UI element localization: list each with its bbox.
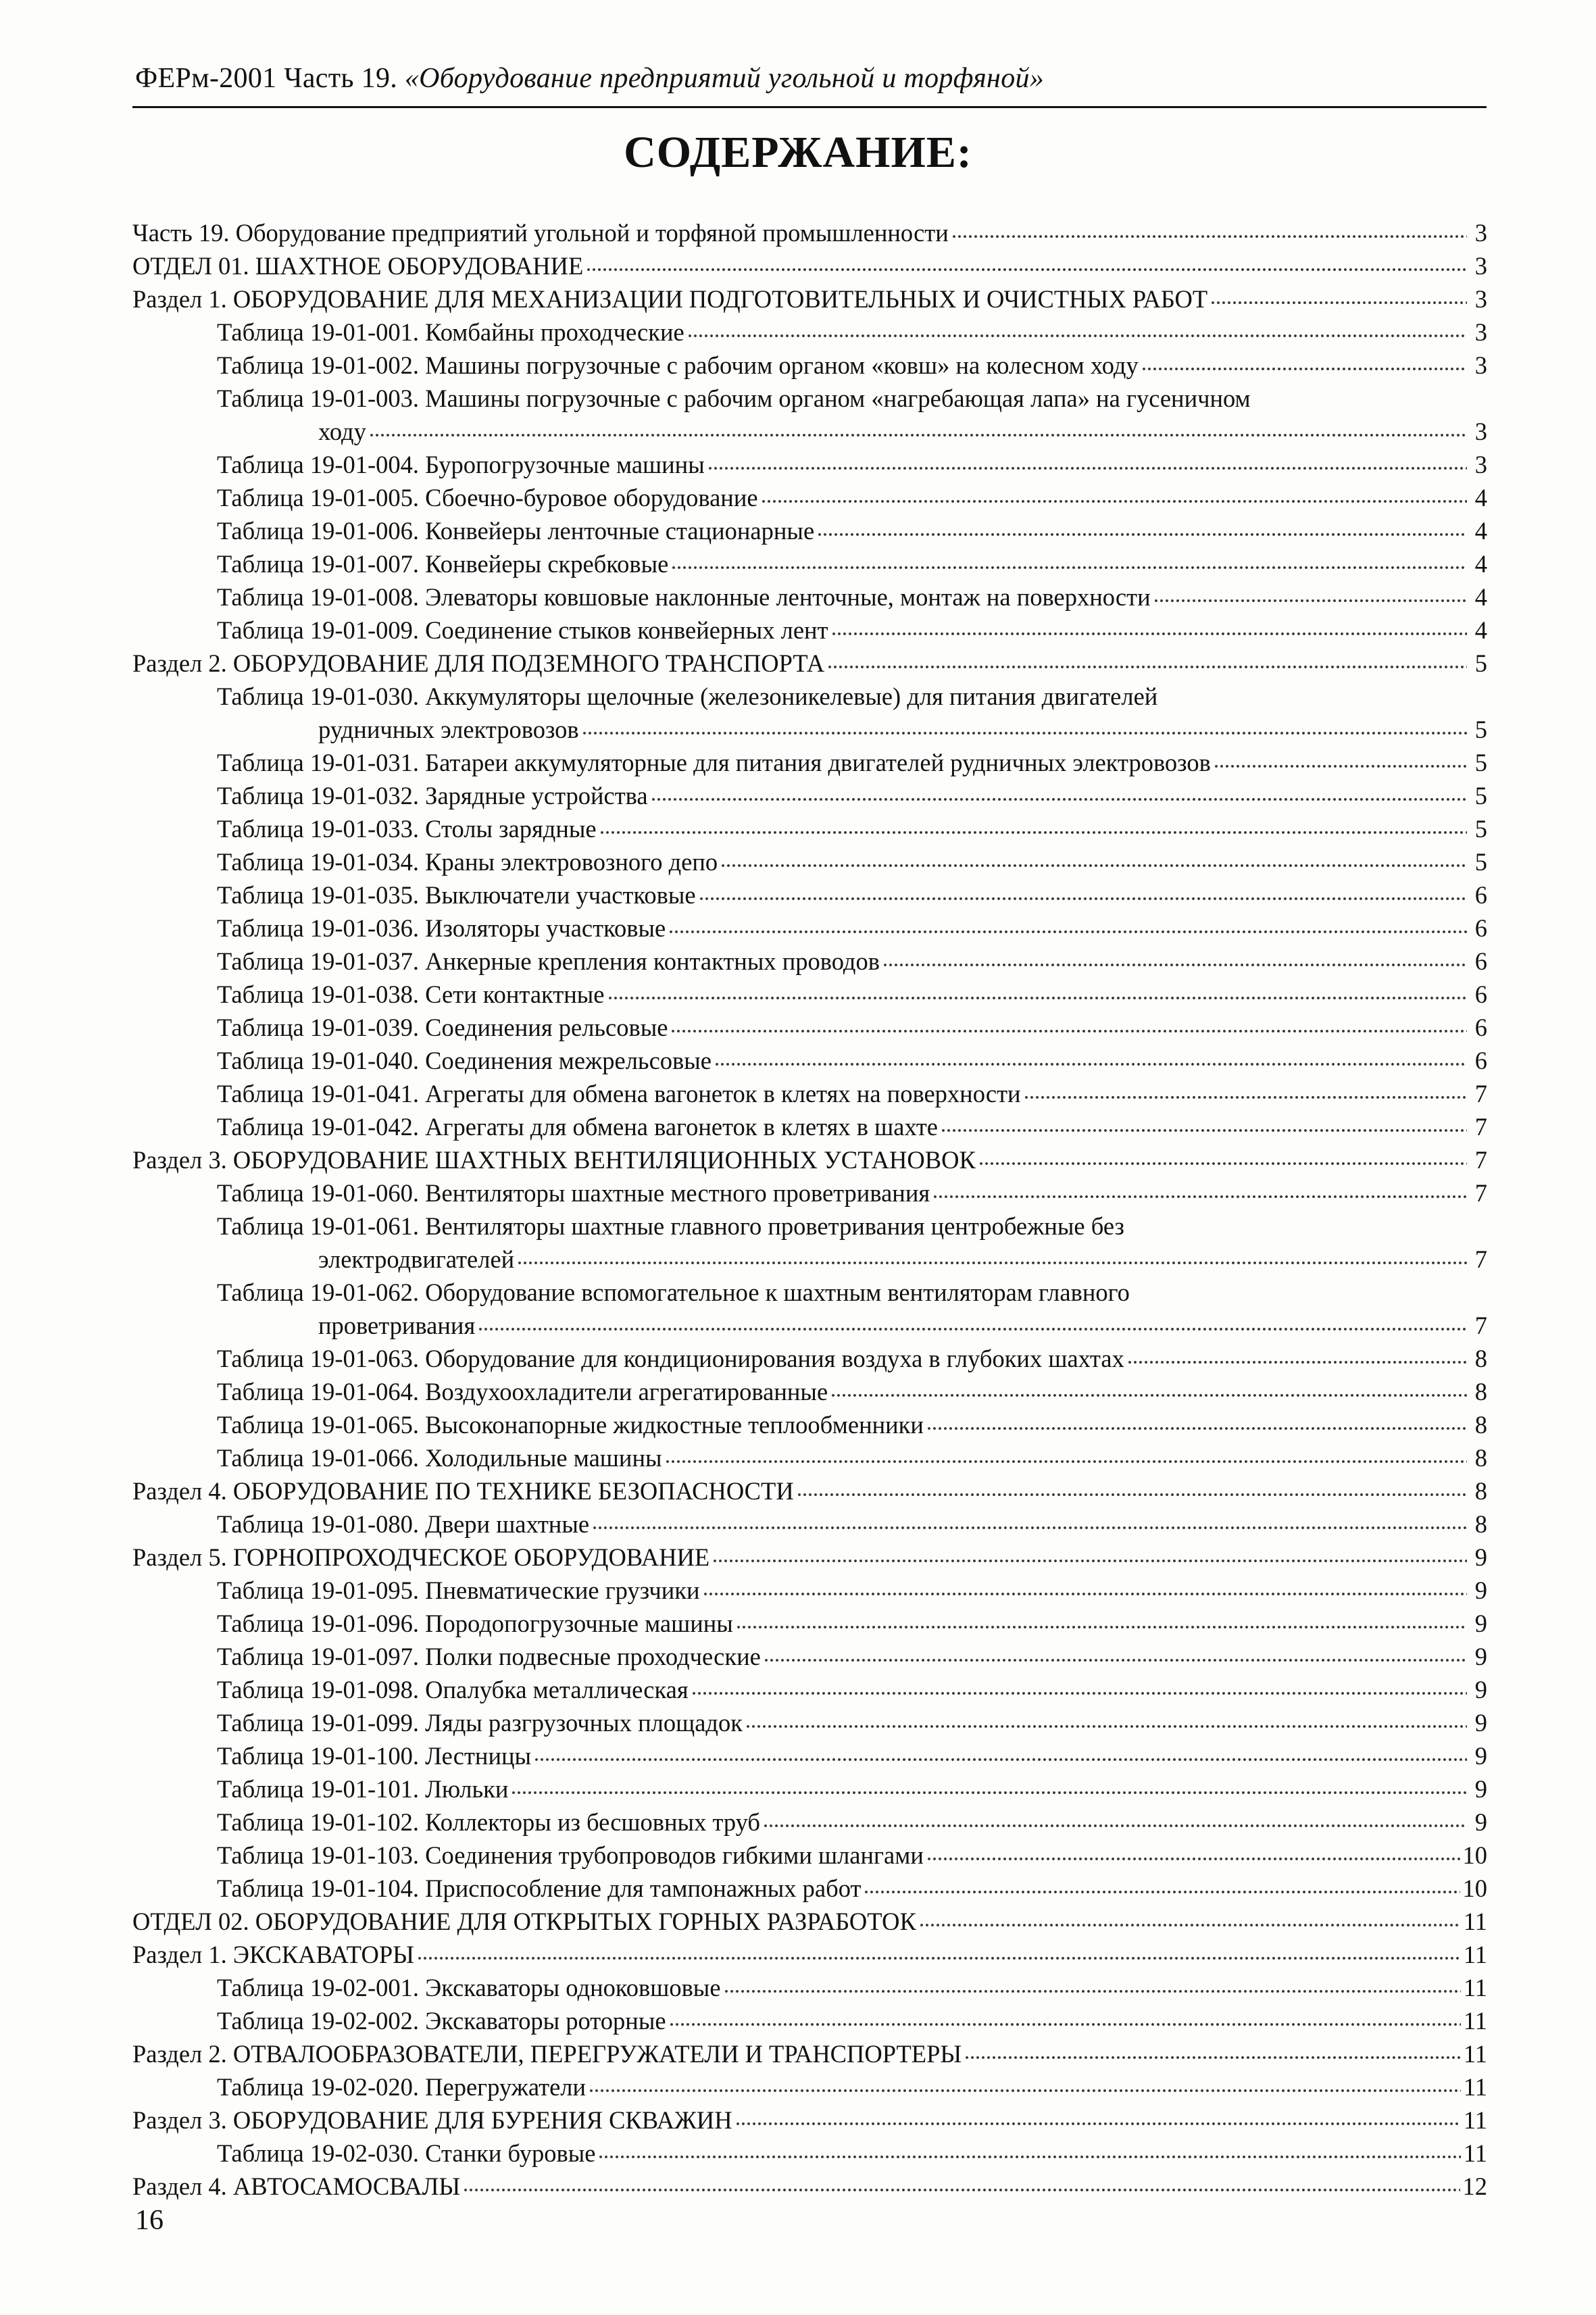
toc-entry-row — [217, 1574, 1487, 1607]
toc-entry-row — [217, 1872, 1487, 1905]
toc-entry-page: 8 — [1474, 1411, 1487, 1439]
toc-entry-row — [217, 1640, 1487, 1673]
dot-leader — [941, 1111, 1467, 1135]
toc-entry — [132, 547, 1487, 580]
toc-entry — [132, 1077, 1487, 1110]
toc-entry-page: 6 — [1474, 980, 1487, 1008]
dot-leader — [745, 1707, 1467, 1731]
toc-entry-text: Таблица 19-01-033. Столы зарядные — [217, 815, 597, 843]
toc-entry-row — [217, 746, 1487, 779]
toc-entry-text: Раздел 3. ОБОРУДОВАНИЕ ДЛЯ БУРЕНИЯ СКВАЖИН — [132, 2106, 732, 2134]
toc-entry-row — [132, 1905, 1487, 1938]
toc-entry-text: Таблица 19-01-005. Сбоечно-буровое оборудование — [217, 484, 758, 512]
toc-entry — [132, 1276, 1487, 1342]
toc-entry-page: 7 — [1474, 1113, 1487, 1141]
toc-entry-text: Таблица 19-01-032. Зарядные устройства — [217, 782, 648, 810]
dot-leader — [671, 548, 1467, 572]
toc-entry-row — [217, 481, 1487, 514]
toc-entry-text: Раздел 1. ОБОРУДОВАНИЕ ДЛЯ МЕХАНИЗАЦИИ ПОДГОТОВИТЕЛЬНЫХ И ОЧИСТНЫХ РАБОТ — [132, 285, 1208, 313]
toc-entry-page: 3 — [1474, 252, 1487, 280]
toc-entry-page: 11 — [1463, 1941, 1487, 1968]
toc-entry — [132, 349, 1487, 382]
toc-entry — [132, 2104, 1487, 2137]
page-title: СОДЕРЖАНИЕ: — [624, 128, 972, 177]
dot-leader — [478, 1310, 1467, 1334]
toc-entry-row — [132, 647, 1487, 680]
toc-entry-page: 7 — [1474, 1179, 1487, 1207]
toc-entry — [132, 1408, 1487, 1441]
toc-entry — [132, 1706, 1487, 1739]
toc-entry — [132, 1872, 1487, 1905]
dot-leader — [882, 945, 1467, 970]
toc-entry-page: 11 — [1463, 2040, 1487, 2068]
dot-leader — [582, 714, 1467, 738]
running-header — [135, 62, 1044, 95]
toc-entry-text: Таблица 19-01-002. Машины погрузочные с рабочим органом «ковш» на колесном ходу — [217, 351, 1139, 379]
toc-entry — [132, 647, 1487, 680]
dot-leader — [687, 316, 1467, 341]
toc-entry-text: Таблица 19-01-031. Батареи аккумуляторные для питания двигателей рудничных электровозов — [217, 749, 1211, 776]
toc-entry-text: Таблица 19-01-080. Двери шахтные — [217, 1510, 590, 1538]
dot-leader — [736, 1608, 1467, 1632]
toc-entry — [132, 812, 1487, 845]
toc-entry-row — [217, 2070, 1487, 2104]
toc-entry — [132, 1176, 1487, 1210]
toc-entry-text: Раздел 5. ГОРНОПРОХОДЧЕСКОЕ ОБОРУДОВАНИЕ — [132, 1543, 710, 1571]
toc-entry — [132, 1607, 1487, 1640]
toc-entry-text: Таблица 19-01-001. Комбайны проходческие — [217, 318, 684, 346]
toc-entry-row — [217, 448, 1487, 481]
toc-entry-page: 3 — [1474, 351, 1487, 379]
toc-entry — [132, 2137, 1487, 2170]
dot-leader — [703, 1574, 1467, 1599]
dot-leader — [964, 2038, 1461, 2062]
toc-entry-page: 5 — [1474, 782, 1487, 810]
toc-entry-row — [217, 1508, 1487, 1541]
toc-entry-row — [217, 1408, 1487, 1441]
toc-entry-row — [217, 547, 1487, 580]
toc-entry-page: 3 — [1474, 418, 1487, 445]
header-prefix: ФЕРм-2001 Часть 19. — [135, 63, 405, 94]
toc-entry-page: 9 — [1474, 1709, 1487, 1737]
toc-entry-page: 9 — [1474, 1643, 1487, 1670]
toc-entry-text: Таблица 19-01-036. Изоляторы участковые — [217, 914, 666, 942]
toc-entry-continuation: ходу — [318, 418, 366, 445]
toc-entry-row — [132, 216, 1487, 249]
toc-entry — [132, 1474, 1487, 1508]
toc-entry-row — [217, 1375, 1487, 1408]
toc-entry-text: Раздел 1. ЭКСКАВАТОРЫ — [132, 1941, 414, 1968]
toc-entry-text: Таблица 19-01-096. Породопогрузочные машины — [217, 1610, 733, 1637]
dot-leader — [534, 1740, 1467, 1764]
toc-entry-text: Таблица 19-01-102. Коллекторы из бесшовных труб — [217, 1808, 760, 1836]
toc-entry — [132, 1143, 1487, 1176]
toc-entry-continuation: проветривания — [318, 1312, 476, 1339]
toc-entry-text: Таблица 19-01-065. Высоконапорные жидкостные теплообменники — [217, 1411, 924, 1439]
toc-entry-row — [217, 614, 1487, 647]
toc-entry-page: 4 — [1474, 583, 1487, 611]
dot-leader — [598, 2137, 1460, 2162]
toc-entry-row — [217, 878, 1487, 912]
toc-entry-text: Таблица 19-01-003. Машины погрузочные с рабочим органом «нагребающая лапа» на гусеничном — [217, 384, 1251, 412]
dot-leader — [670, 1012, 1467, 1036]
toc-entry-row — [217, 779, 1487, 812]
toc-entry-row — [217, 945, 1487, 978]
toc-entry — [132, 1772, 1487, 1806]
dot-leader — [691, 1674, 1467, 1698]
toc-entry-text: Таблица 19-01-040. Соединения межрельсовые — [217, 1047, 712, 1074]
toc-entry — [132, 1011, 1487, 1044]
toc-entry — [132, 1640, 1487, 1673]
toc-entry-row — [217, 1839, 1487, 1872]
dot-leader — [699, 879, 1467, 903]
toc-entry-text: Таблица 19-01-097. Полки подвесные проходческие — [217, 1643, 761, 1670]
toc-entry — [132, 978, 1487, 1011]
dot-leader — [724, 1972, 1461, 1996]
toc-entry-page: 8 — [1474, 1477, 1487, 1505]
toc-entry-row — [217, 1243, 1487, 1276]
toc-entry — [132, 2170, 1487, 2203]
toc-entry — [132, 1441, 1487, 1474]
toc-entry-page: 10 — [1462, 1841, 1487, 1869]
toc-entry — [132, 2070, 1487, 2104]
dot-leader — [1127, 1343, 1467, 1367]
toc-entry-text: Часть 19. Оборудование предприятий угольной и торфяной промышленности — [132, 219, 949, 247]
toc-entry-continuation: электродвигателей — [318, 1245, 515, 1273]
toc-entry-row — [132, 249, 1487, 282]
toc-entry-page: 6 — [1474, 914, 1487, 942]
toc-entry-row — [217, 2004, 1487, 2037]
toc-entry-page: 8 — [1474, 1510, 1487, 1538]
toc-entry-text: Таблица 19-01-039. Соединения рельсовые — [217, 1014, 668, 1041]
toc-entry-row — [217, 1176, 1487, 1210]
toc-entry-row — [217, 514, 1487, 547]
toc-entry-page: 7 — [1474, 1245, 1487, 1273]
toc-entry-page: 9 — [1474, 1610, 1487, 1637]
toc-entry-text: Раздел 4. АВТОСАМОСВАЛЫ — [132, 2172, 461, 2200]
toc-entry-row — [217, 580, 1487, 614]
dot-leader — [589, 2071, 1461, 2095]
dot-leader — [763, 1806, 1467, 1831]
toc-entry-text: Таблица 19-01-104. Приспособление для тампонажных работ — [217, 1874, 862, 1902]
dot-leader — [926, 1409, 1467, 1433]
dot-leader — [599, 813, 1467, 837]
toc-entry-text: Таблица 19-01-009. Соединение стыков конвейерных лент — [217, 616, 828, 644]
toc-entry-page: 8 — [1474, 1378, 1487, 1405]
toc-entry-page: 6 — [1474, 1047, 1487, 1074]
dot-leader — [1141, 349, 1467, 374]
toc-entry-row — [217, 1806, 1487, 1839]
toc-entry-row — [217, 349, 1487, 382]
dot-leader — [607, 978, 1468, 1003]
toc-entry-page: 6 — [1474, 1014, 1487, 1041]
toc-entry — [132, 1541, 1487, 1574]
toc-entry-row — [132, 2104, 1487, 2137]
toc-entry — [132, 680, 1487, 746]
dot-leader — [951, 217, 1467, 241]
toc-entry-text: Таблица 19-01-099. Ляды разгрузочных площадок — [217, 1709, 743, 1737]
toc-entry-row — [217, 1706, 1487, 1739]
toc-entry — [132, 1971, 1487, 2004]
toc-entry-text: Таблица 19-02-001. Экскаваторы одноковшовые — [217, 1974, 721, 2001]
toc-entry-text: Таблица 19-01-060. Вентиляторы шахтные местного проветривания — [217, 1179, 930, 1207]
toc-entry — [132, 481, 1487, 514]
toc-entry-row — [132, 1474, 1487, 1508]
toc-entry — [132, 746, 1487, 779]
toc-entry-row — [217, 912, 1487, 945]
dot-leader — [712, 1541, 1467, 1566]
dot-leader — [1024, 1078, 1467, 1102]
toc-entry-text: Таблица 19-02-020. Перегружатели — [217, 2073, 587, 2101]
toc-entry-page: 3 — [1474, 451, 1487, 478]
toc-entry-page: 7 — [1474, 1312, 1487, 1339]
toc-entry-text: Таблица 19-01-008. Элеваторы ковшовые наклонные ленточные, монтаж на поверхности — [217, 583, 1151, 611]
header-italic: «Оборудование предприятий угольной и торфяной» — [404, 63, 1045, 94]
dot-leader — [592, 1508, 1467, 1533]
toc-entry-row — [217, 1044, 1487, 1077]
toc-entry — [132, 1806, 1487, 1839]
toc-entry-page: 5 — [1474, 815, 1487, 843]
toc-entry-text: ОТДЕЛ 01. ШАХТНОЕ ОБОРУДОВАНИЕ — [132, 252, 584, 280]
dot-leader — [764, 1641, 1467, 1665]
page-number: 16 — [135, 2205, 164, 2236]
toc-entry-text: Раздел 2. ОБОРУДОВАНИЕ ДЛЯ ПОДЗЕМНОГО ТРАНСПОРТА — [132, 649, 825, 677]
toc-entry-row — [217, 1441, 1487, 1474]
toc-entry-page: 11 — [1463, 2106, 1487, 2134]
toc-entry-row — [217, 845, 1487, 878]
toc-entry-row — [217, 1011, 1487, 1044]
toc-entry-text: Таблица 19-01-006. Конвейеры ленточные стационарные — [217, 517, 815, 545]
toc-entry-text: Таблица 19-01-034. Краны электровозного депо — [217, 848, 718, 876]
toc-entry — [132, 580, 1487, 614]
dot-leader — [669, 2005, 1461, 2029]
toc-entry-page: 3 — [1474, 219, 1487, 247]
toc-entry-row — [217, 1077, 1487, 1110]
toc-entry — [132, 912, 1487, 945]
dot-leader — [707, 449, 1467, 473]
dot-leader — [817, 515, 1467, 539]
toc-entry-page: 9 — [1474, 1808, 1487, 1836]
toc-entry — [132, 1739, 1487, 1772]
toc-entry-page: 8 — [1474, 1345, 1487, 1372]
toc-entry — [132, 514, 1487, 547]
toc-entry — [132, 1839, 1487, 1872]
dot-leader — [761, 482, 1467, 506]
toc-entry-row — [132, 1143, 1487, 1176]
toc-entry-page: 12 — [1462, 2172, 1487, 2200]
toc-entry — [132, 1673, 1487, 1706]
toc-entry-row — [217, 1309, 1487, 1342]
toc-entry-page: 6 — [1474, 947, 1487, 975]
toc-entry — [132, 1905, 1487, 1938]
dot-leader — [1153, 581, 1467, 605]
dot-leader — [668, 912, 1467, 937]
dot-leader — [517, 1243, 1467, 1268]
dot-leader — [665, 1442, 1468, 1466]
toc-entry-text: Таблица 19-01-061. Вентиляторы шахтные главного проветривания центробежные без — [217, 1212, 1124, 1240]
toc-entry-text: Таблица 19-01-037. Анкерные крепления контактных проводов — [217, 947, 880, 975]
toc-entry-row — [217, 1739, 1487, 1772]
toc-entry-page: 10 — [1462, 1874, 1487, 1902]
toc-entry-page: 3 — [1474, 318, 1487, 346]
table-of-contents — [132, 216, 1487, 2203]
dot-leader — [926, 1839, 1460, 1864]
toc-entry-text: Раздел 3. ОБОРУДОВАНИЕ ШАХТНЫХ ВЕНТИЛЯЦИОННЫХ УСТАНОВОК — [132, 1146, 976, 1174]
dot-leader — [831, 614, 1467, 639]
toc-entry-text: Таблица 19-01-064. Воздухоохладители агрегатированные — [217, 1378, 828, 1405]
dot-leader — [864, 1872, 1460, 1897]
toc-entry — [132, 845, 1487, 878]
toc-entry-page: 3 — [1474, 285, 1487, 313]
toc-entry-row — [217, 1342, 1487, 1375]
toc-entry-page: 9 — [1474, 1742, 1487, 1770]
toc-entry-page: 9 — [1474, 1676, 1487, 1703]
dot-leader — [932, 1177, 1467, 1201]
toc-entry-row — [217, 1110, 1487, 1143]
toc-entry — [132, 1938, 1487, 1971]
toc-entry-text: Раздел 2. ОТВАЛООБРАЗОВАТЕЛИ, ПЕРЕГРУЖАТЕЛИ И ТРАНСПОРТЕРЫ — [132, 2040, 962, 2068]
toc-entry-text: ОТДЕЛ 02. ОБОРУДОВАНИЕ ДЛЯ ОТКРЫТЫХ ГОРНЫХ РАЗРАБОТОК — [132, 1908, 916, 1935]
dot-leader — [1214, 747, 1467, 771]
toc-entry-text: Таблица 19-01-095. Пневматические грузчики — [217, 1576, 700, 1604]
toc-entry-row — [132, 1938, 1487, 1971]
toc-entry-page: 4 — [1474, 616, 1487, 644]
toc-entry-row — [132, 1541, 1487, 1574]
toc-entry-text: Таблица 19-01-098. Опалубка металлическая — [217, 1676, 689, 1703]
toc-entry-text: Таблица 19-01-042. Агрегаты для обмена вагонеток в клетях в шахте — [217, 1113, 938, 1141]
toc-entry-continuation: рудничных электровозов — [318, 716, 579, 743]
toc-entry-page: 8 — [1474, 1444, 1487, 1472]
toc-entry-page: 9 — [1474, 1576, 1487, 1604]
toc-entry-page: 7 — [1474, 1146, 1487, 1174]
dot-leader — [463, 2170, 1460, 2195]
toc-entry-text: Таблица 19-01-038. Сети контактные — [217, 980, 605, 1008]
toc-entry-text: Таблица 19-01-063. Оборудование для кондиционирования воздуха в глубоких шахтах — [217, 1345, 1124, 1372]
toc-entry-text: Таблица 19-02-002. Экскаваторы роторные — [217, 2007, 666, 2035]
toc-entry — [132, 1044, 1487, 1077]
toc-entry-text: Таблица 19-01-103. Соединения трубопроводов гибкими шлангами — [217, 1841, 924, 1869]
toc-entry-text: Таблица 19-02-030. Станки буровые — [217, 2139, 596, 2167]
toc-entry-text: Таблица 19-01-007. Конвейеры скребковые — [217, 550, 669, 578]
toc-entry-page: 5 — [1474, 716, 1487, 743]
toc-entry-page: 11 — [1463, 2073, 1487, 2101]
toc-entry-row — [217, 1673, 1487, 1706]
toc-entry — [132, 779, 1487, 812]
dot-leader — [978, 1144, 1467, 1168]
toc-entry-page: 5 — [1474, 749, 1487, 776]
toc-entry-page: 6 — [1474, 881, 1487, 909]
dot-leader — [830, 1376, 1467, 1400]
toc-entry — [132, 945, 1487, 978]
toc-entry-page: 11 — [1463, 1974, 1487, 2001]
toc-entry-page: 7 — [1474, 1080, 1487, 1107]
toc-entry-page: 9 — [1474, 1775, 1487, 1803]
toc-entry-row — [132, 2037, 1487, 2070]
dot-leader — [586, 250, 1467, 274]
toc-entry — [132, 282, 1487, 316]
toc-entry-row — [217, 812, 1487, 845]
dot-leader — [511, 1773, 1467, 1797]
toc-entry — [132, 2004, 1487, 2037]
dot-leader — [1210, 283, 1467, 307]
toc-entry — [132, 316, 1487, 349]
toc-entry-text: Таблица 19-01-100. Лестницы — [217, 1742, 532, 1770]
toc-entry-text: Таблица 19-01-004. Буропогрузочные машины — [217, 451, 705, 478]
toc-entry-page: 5 — [1474, 848, 1487, 876]
dot-leader — [714, 1045, 1467, 1069]
toc-entry-row — [217, 1607, 1487, 1640]
toc-entry — [132, 878, 1487, 912]
toc-entry-page: 11 — [1463, 2007, 1487, 2035]
toc-entry-text: Таблица 19-01-066. Холодильные машины — [217, 1444, 662, 1472]
toc-entry-text: Раздел 4. ОБОРУДОВАНИЕ ПО ТЕХНИКЕ БЕЗОПАСНОСТИ — [132, 1477, 794, 1505]
toc-entry-row — [217, 978, 1487, 1011]
toc-entry-page: 11 — [1463, 2139, 1487, 2167]
dot-leader — [369, 416, 1467, 440]
toc-entry — [132, 614, 1487, 647]
toc-entry-row — [217, 415, 1487, 448]
toc-entry-row — [217, 1971, 1487, 2004]
toc-entry-row — [132, 2170, 1487, 2203]
toc-entry — [132, 1508, 1487, 1541]
toc-entry-row — [132, 282, 1487, 316]
toc-entry — [132, 249, 1487, 282]
toc-entry — [132, 216, 1487, 249]
toc-entry-page: 9 — [1474, 1543, 1487, 1571]
toc-entry — [132, 1342, 1487, 1375]
toc-entry — [132, 448, 1487, 481]
toc-entry-row — [217, 316, 1487, 349]
dot-leader — [651, 780, 1467, 804]
toc-entry — [132, 1375, 1487, 1408]
toc-entry-page: 4 — [1474, 517, 1487, 545]
toc-entry — [132, 382, 1487, 448]
toc-entry-row — [217, 713, 1487, 746]
toc-entry-text: Таблица 19-01-062. Оборудование вспомогательное к шахтным вентиляторам главного — [217, 1278, 1130, 1306]
toc-entry — [132, 2037, 1487, 2070]
dot-leader — [735, 2104, 1461, 2129]
toc-entry-row — [217, 2137, 1487, 2170]
dot-leader — [720, 846, 1467, 870]
toc-entry-text: Таблица 19-01-030. Аккумуляторы щелочные (железоникелевые) для питания двигателей — [217, 682, 1158, 710]
toc-entry-page: 11 — [1463, 1908, 1487, 1935]
toc-entry — [132, 1110, 1487, 1143]
toc-entry — [132, 1574, 1487, 1607]
dot-leader — [919, 1906, 1461, 1930]
toc-entry-page: 4 — [1474, 550, 1487, 578]
toc-entry — [132, 1210, 1487, 1276]
toc-entry-text: Таблица 19-01-101. Люльки — [217, 1775, 509, 1803]
toc-entry-text: Таблица 19-01-035. Выключатели участковые — [217, 881, 696, 909]
toc-entry-row — [217, 1772, 1487, 1806]
dot-leader — [827, 647, 1467, 672]
toc-entry-page: 4 — [1474, 484, 1487, 512]
toc-entry-page: 5 — [1474, 649, 1487, 677]
dot-leader — [797, 1475, 1467, 1499]
dot-leader — [417, 1939, 1461, 1963]
toc-entry-text: Таблица 19-01-041. Агрегаты для обмена вагонеток в клетях на поверхности — [217, 1080, 1021, 1107]
header-rule — [132, 106, 1487, 108]
